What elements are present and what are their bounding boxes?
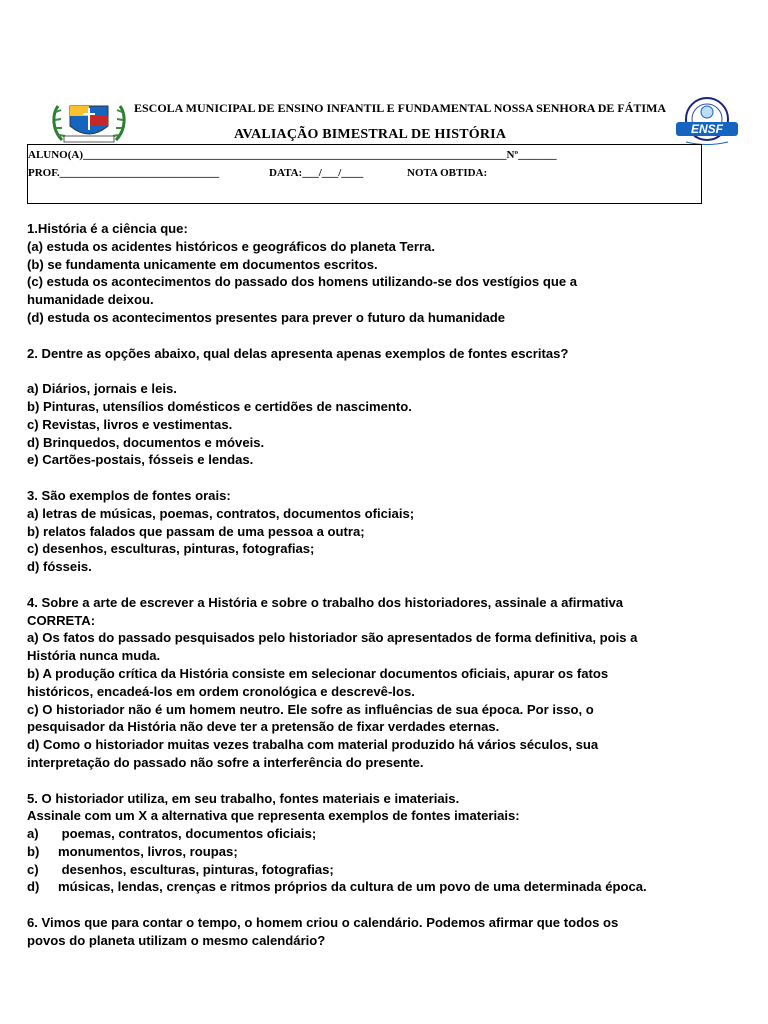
question-3 bbox=[27, 487, 742, 576]
school-crest-logo bbox=[50, 100, 128, 144]
option[interactable]: c) O historiador não é um homem neutro. Ele sofre as influências de sua época. Por isso, o bbox=[27, 701, 594, 717]
option[interactable]: interpretação do passado não sofre a interferência do presente. bbox=[27, 754, 424, 770]
ensf-logo-text: ENSF bbox=[690, 122, 724, 136]
option-letter: b) bbox=[27, 843, 40, 859]
ensf-logo bbox=[672, 96, 742, 148]
option[interactable] bbox=[27, 843, 742, 861]
option[interactable]: e) Cartões-postais, fósseis e lendas. bbox=[27, 452, 254, 468]
option[interactable]: (d) estuda os acontecimentos presentes para prever o futuro da humanidade bbox=[27, 309, 506, 325]
student-info-box bbox=[27, 144, 702, 204]
option-letter: c) bbox=[27, 861, 39, 877]
option[interactable]: (a) estuda os acidentes históricos e geográficos do planeta Terra. bbox=[27, 238, 435, 254]
question-2 bbox=[27, 345, 742, 470]
student-name-field[interactable]: ALUNO(A)_____________________________________________________________________________Nº_______ bbox=[28, 149, 557, 161]
exam-questions bbox=[27, 220, 742, 967]
option[interactable]: b) A produção crítica da História consiste em selecionar documentos oficiais, apurar os fatos bbox=[27, 665, 609, 681]
option[interactable]: a) letras de músicas, poemas, contratos, documentos oficiais; bbox=[27, 505, 415, 521]
option[interactable]: d) Como o historiador muitas vezes trabalha com material produzido há vários séculos, sua bbox=[27, 737, 599, 753]
option[interactable]: (b) se fundamenta unicamente em documentos escritos. bbox=[27, 256, 378, 272]
question-4 bbox=[27, 594, 742, 772]
option[interactable]: c) Revistas, livros e vestimentas. bbox=[27, 416, 233, 432]
option[interactable]: a) Diários, jornais e leis. bbox=[27, 381, 177, 397]
option[interactable]: c) desenhos, esculturas, pinturas, fotografias; bbox=[27, 541, 315, 557]
option-letter: a) bbox=[27, 826, 39, 842]
question-text: 1.História é a ciência que: bbox=[27, 221, 188, 236]
question-text: CORRETA: bbox=[27, 612, 96, 628]
option-text: poemas, contratos, documentos oficiais; bbox=[58, 826, 317, 842]
teacher-field[interactable]: PROF._____________________________ bbox=[28, 167, 220, 179]
option[interactable]: História nunca muda. bbox=[27, 648, 161, 664]
option[interactable]: a) Os fatos do passado pesquisados pelo historiador são apresentados de forma definitiva, pois a bbox=[27, 630, 638, 646]
question-6 bbox=[27, 914, 742, 950]
school-name: ESCOLA MUNICIPAL DE ENSINO INFANTIL E FUNDAMENTAL NOSSA SENHORA DE FÁTIMA bbox=[134, 101, 667, 115]
question-text: Assinale com um X a alternativa que representa exemplos de fontes imateriais: bbox=[27, 808, 520, 824]
option[interactable]: d) fósseis. bbox=[27, 559, 92, 575]
question-text: 3. São exemplos de fontes orais: bbox=[27, 487, 231, 503]
option-text: desenhos, esculturas, pinturas, fotografias; bbox=[58, 861, 334, 877]
question-text: 5. O historiador utiliza, em seu trabalho, fontes materiais e imateriais. bbox=[27, 790, 460, 806]
option[interactable]: históricos, encadeá-los em ordem cronológica e descrevê-los. bbox=[27, 683, 415, 699]
option[interactable]: pesquisador da História não deve ter a pretensão de fixar verdades eternas. bbox=[27, 719, 500, 735]
date-field[interactable]: DATA:___/___/____ bbox=[269, 167, 364, 179]
option[interactable]: d) Brinquedos, documentos e móveis. bbox=[27, 434, 265, 450]
question-text: 4. Sobre a arte de escrever a História e sobre o trabalho dos historiadores, assinale a afirmativa bbox=[27, 594, 624, 610]
option[interactable]: b) relatos falados que passam de uma pessoa a outra; bbox=[27, 523, 365, 539]
option[interactable]: (c) estuda os acontecimentos do passado dos homens utilizando-se dos vestígios que a bbox=[27, 274, 578, 290]
question-text: 2. Dentre as opções abaixo, qual delas apresenta apenas exemplos de fontes escritas? bbox=[27, 345, 569, 361]
question-text: 6. Vimos que para contar o tempo, o homem criou o calendário. Podemos afirmar que todos os bbox=[27, 915, 619, 931]
evaluation-title: AVALIAÇÃO BIMESTRAL DE HISTÓRIA bbox=[234, 127, 507, 142]
option-text: monumentos, livros, roupas; bbox=[58, 843, 238, 859]
option-text: músicas, lendas, crenças e ritmos próprios da cultura de um povo de uma determinada época. bbox=[58, 879, 647, 895]
option[interactable] bbox=[27, 825, 742, 843]
option[interactable] bbox=[27, 861, 742, 879]
option[interactable]: humanidade deixou. bbox=[27, 292, 154, 308]
option-letter: d) bbox=[27, 879, 40, 895]
question-5 bbox=[27, 790, 742, 897]
question-text: povos do planeta utilizam o mesmo calendário? bbox=[27, 932, 326, 948]
option[interactable] bbox=[27, 878, 742, 896]
option[interactable]: b) Pinturas, utensílios domésticos e certidões de nascimento. bbox=[27, 398, 412, 414]
grade-field[interactable]: NOTA OBTIDA: bbox=[407, 167, 488, 179]
question-1 bbox=[27, 220, 742, 327]
